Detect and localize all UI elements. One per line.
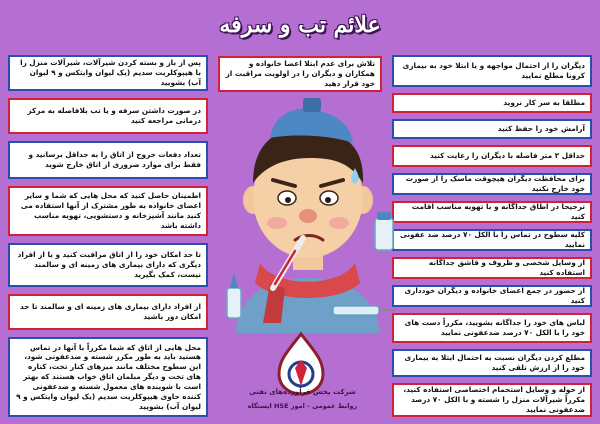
ice-pack-cap-icon (303, 98, 321, 112)
left-card-6 (8, 294, 208, 330)
left-card-3-text: تعداد دفعات خروج از اتاق را به حداقل برسانید و فقط برای موارد ضروری از اتاق خارج شوید (28, 150, 201, 169)
right-card-10-text: لباس های خود را جداگانه بشویید، مکرراً دست های خود را با الکل ۷۰ درصد ضدعفونی نمایید (404, 318, 585, 337)
right-cheek-shape (329, 217, 349, 229)
top-center-note (218, 56, 382, 92)
right-card-7 (392, 229, 592, 251)
right-card-1 (392, 55, 592, 87)
right-card-6-text: ترجیحاً در اطاق جداگانه و با تهویه مناسب اقامت کنید (411, 202, 585, 221)
right-card-3-text: آرامش خود را حفظ کنید (497, 124, 585, 134)
left-card-1 (8, 55, 208, 91)
right-card-10 (392, 313, 592, 343)
logo-company-name: شرکت پخش فرآورده‌های نفتی (249, 388, 356, 396)
left-card-5-text: تا حد امکان خود را از اتاق مراقبت کنید و یا از افراد دیگری که دارای بیماری های زمینه ای و سالمند نیست، کمک بگیرید (17, 250, 201, 279)
right-card-5 (392, 173, 592, 195)
right-card-9 (392, 285, 592, 307)
right-card-7-text: کلیه سطوح در تماس را با الکل ۷۰ درصد ضد عفونی نمایید (399, 230, 585, 249)
left-card-4 (8, 186, 208, 236)
right-card-8 (392, 257, 592, 279)
right-card-9-text: از حضور در جمع اعضای خانواده و دیگران خودداری کنید (404, 286, 585, 305)
right-card-8-text: از وسایل شخصی و ظروف و قاشق جداگانه استفاده کنید (428, 258, 585, 277)
right-card-5-text: برای محافظت دیگران هیچوقت ماسک را از صورت خود خارج نکنید (405, 174, 585, 193)
left-card-6-text: از افراد دارای بیماری های زمینه ای و سالمند تا حد امکان دور باشید (19, 302, 201, 321)
medicine-bottle-icon (375, 218, 393, 250)
left-card-2-text: در صورت داشتن سرفه و یا تب بلافاصله به مرکز درمانی مراجعه کنید (27, 106, 201, 125)
right-card-11-text: مطلع کردن دیگران نسبت به احتمال ابتلا به بیماری خود را از ارزش تلقی کنید (404, 353, 585, 372)
right-card-2 (392, 93, 592, 113)
poster-title: علائم تب و سرفه (219, 12, 381, 38)
syringe-icon (333, 306, 379, 315)
right-card-4-text: حداقل ۲ متر فاصله با دیگران را رعایت کنید (429, 151, 585, 161)
left-card-5 (8, 243, 208, 287)
right-card-3 (392, 119, 592, 139)
right-card-4 (392, 145, 592, 167)
nasal-spray-tip-icon (230, 272, 238, 288)
medicine-bottle-cap-icon (377, 212, 391, 220)
top-center-note-text: تلاش برای عدم ابتلا اعضا خانواده و همکاران و دیگران را در اولویت مراقبت از خود قرار دهید (225, 59, 375, 88)
right-card-12 (392, 383, 592, 417)
left-card-3 (8, 141, 208, 179)
logo-unit-name: روابط عمومی - امور HSE ایستگاه (247, 402, 358, 410)
right-card-11 (392, 349, 592, 377)
right-card-1-text: دیگران را از احتمال مواجهه و یا ابتلا خود به بیماری کرونا مطلع نمایید (402, 61, 585, 80)
right-card-2-text: مطلقا به سر کار نروید (503, 98, 585, 108)
sick-person-illustration (215, 88, 400, 333)
left-card-4-text: اطمینان حاصل کنید که محل هایی که شما و سایر اعضای خانواده به طور مشترک از آنها استفاده می کنید مانند آشپزخانه و دستشویی، تهویه مناسب داشته باشد (20, 191, 201, 230)
left-card-2 (8, 98, 208, 134)
nose-shape (299, 209, 317, 223)
left-card-1-text: پس از باز و بسته کردن شیرآلات، شیرآلات منزل را با هیپوکلریت سدیم (یک لیوان وایتکس و ۹ لیوان آب) بشویید (20, 58, 201, 87)
nasal-spray-icon (227, 288, 241, 318)
right-pupil-shape (325, 197, 331, 203)
left-cheek-shape (267, 217, 287, 229)
left-card-7-text: محل هایی از اتاق که شما مکرراً با آنها در تماس هستید باید به طور مکرر شسته و ضدعفونی شود، این سطوح مختلف مانند میزهای کنار تخت، کناره های تخت و دیگر مبلمان اتاق خواب هستند که بهتر است با شوینده های معمول شسته و ضدعفونی کننده حاوی هیپوکلریت سدیم (یک لیوان وایتکس و ۹ لیوان آب) بشویید (16, 342, 201, 411)
left-card-7 (8, 337, 208, 417)
right-card-6 (392, 201, 592, 223)
right-card-12-text: از حوله و وسایل استحمام اختصاصی استفاده کنید، مکرراً شیرآلات منزل را شسته و با الکل ۷۰ درصد ضدعفونی نمایید (403, 385, 585, 414)
left-pupil-shape (285, 197, 291, 203)
